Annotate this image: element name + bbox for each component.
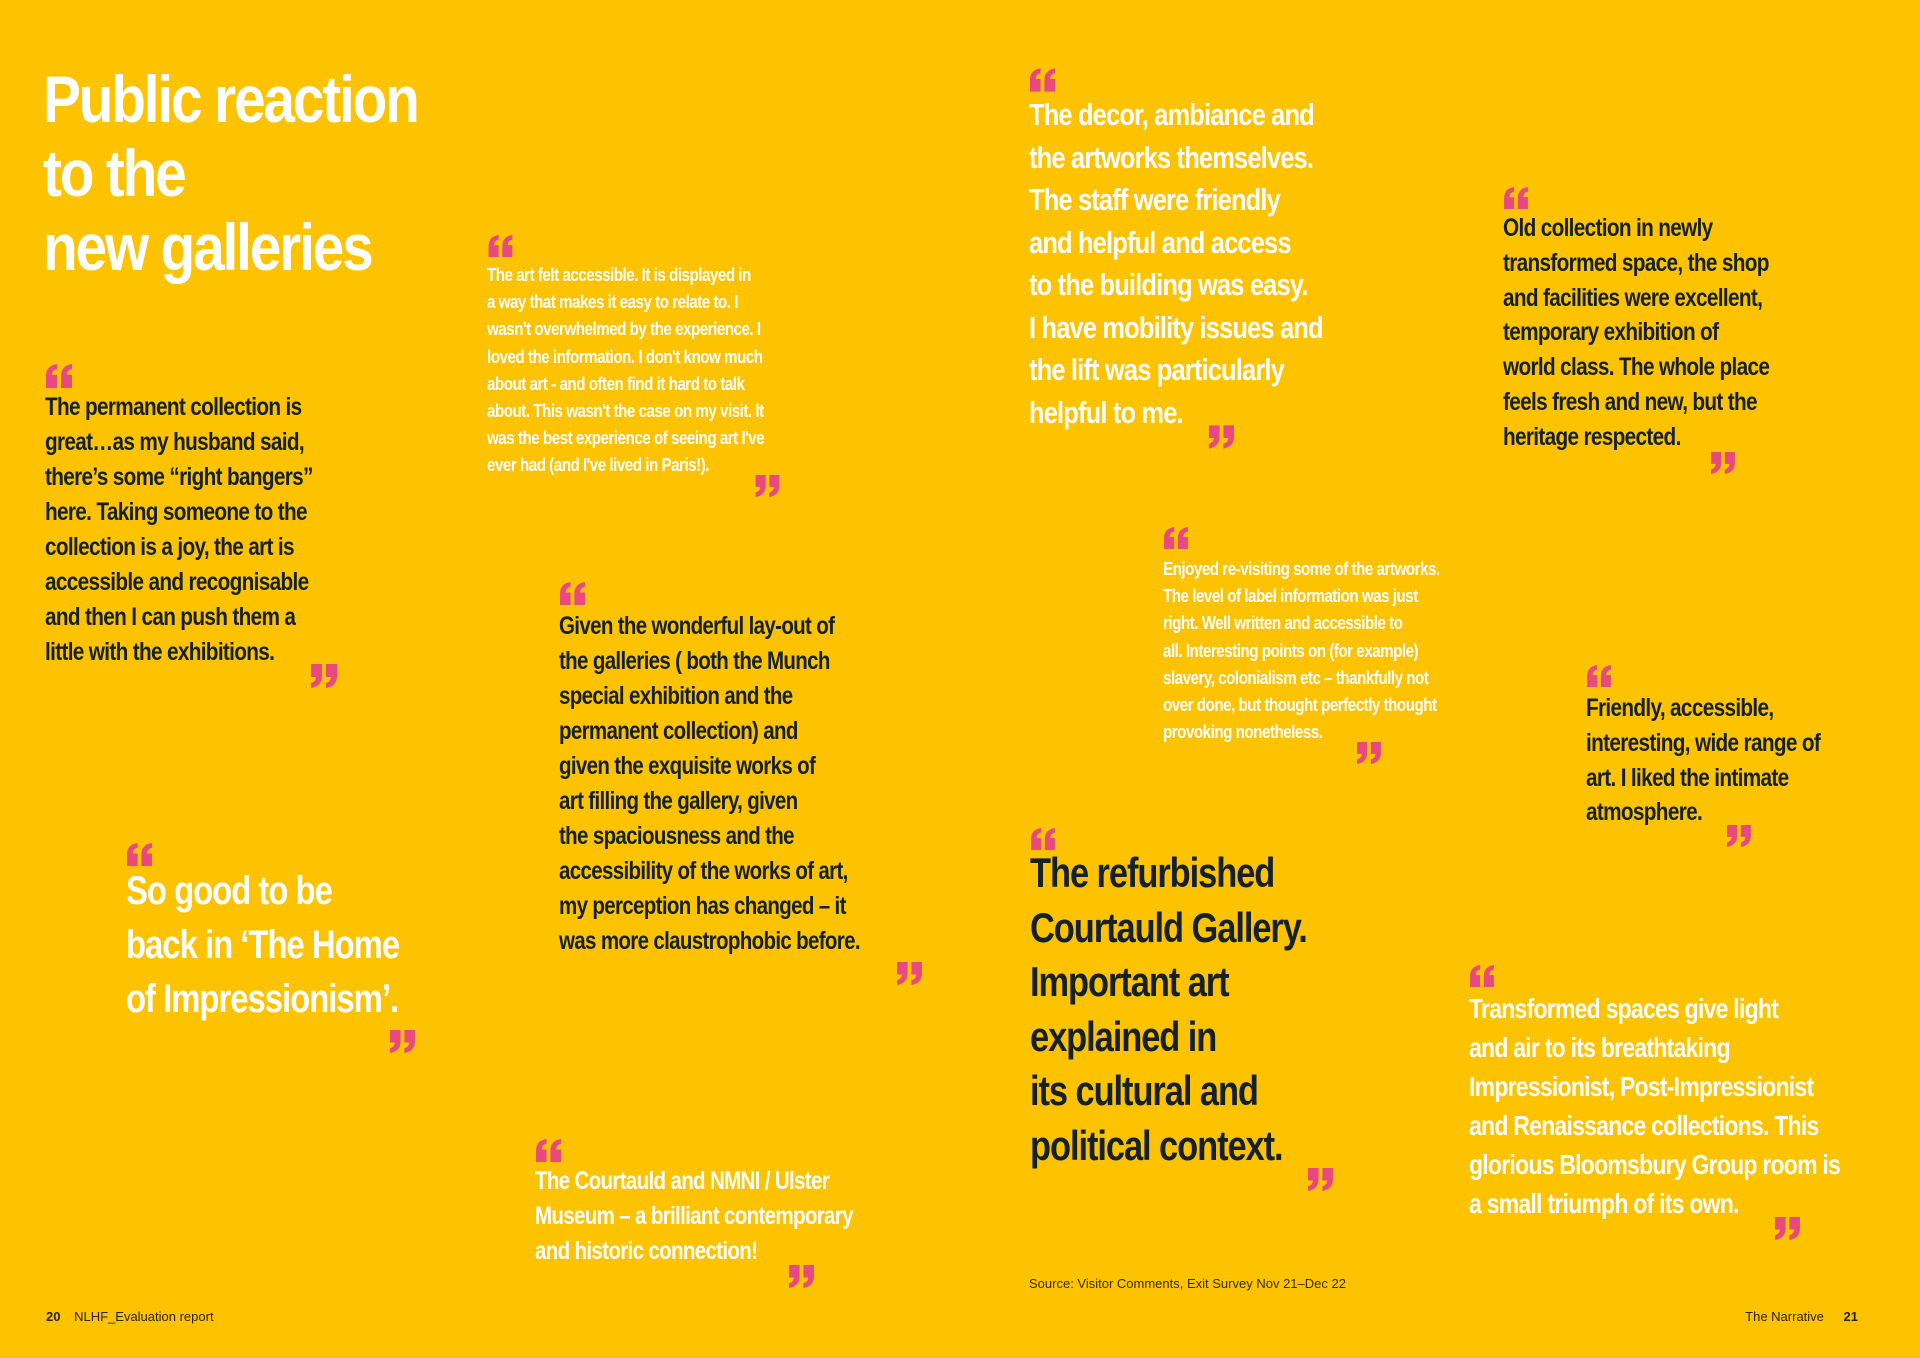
footer-right-label: The Narrative (1745, 1309, 1824, 1324)
open-quote-icon (487, 235, 827, 257)
close-quote-icon (788, 1265, 815, 1288)
quote-transformed-spaces (1469, 965, 1879, 1245)
page-number-right: 21 (1843, 1309, 1858, 1324)
page-number-left: 20 (46, 1309, 61, 1324)
open-quote-icon (1163, 527, 1503, 549)
quote-wonderful-layout (559, 582, 929, 992)
close-quote-icon (1208, 425, 1235, 449)
close-quote-icon (754, 475, 781, 497)
footer-right (1745, 1309, 1858, 1324)
page-title (43, 62, 418, 284)
quote-decor-ambiance (1029, 68, 1369, 458)
quote-re-visiting (1163, 527, 1503, 777)
quote-permanent-collection (45, 364, 365, 694)
quote-text: The art felt accessible. It is displayed in a way that makes it easy to relate to. I wasn't overwhelmed by the experience. I loved the information. I don't know much about art - and often find it hard to talk about. This wasn't the case on my visit. It was the best experience of seeing art I've ever had (and I've lived in Paris!). (487, 264, 765, 476)
quote-text: The Courtauld and NMNI / Ulster Museum – a brilliant contemporary and historic connection! (535, 1167, 853, 1265)
quote-text: Old collection in newly transformed space, the shop and facilities were excellent, temporary exhibition of world class. The whole place feels fresh and new, but the heritage respected. (1503, 214, 1770, 451)
close-quote-icon (1774, 1217, 1801, 1240)
quote-friendly-accessible (1586, 665, 1886, 855)
footer-left-label: NLHF_Evaluation report (74, 1309, 214, 1324)
open-quote-icon (1469, 965, 1879, 987)
close-quote-icon (310, 664, 338, 688)
page-title-line: Public reaction (43, 62, 418, 136)
open-quote-icon (559, 582, 929, 605)
page-title-line: to the (43, 136, 185, 210)
quote-text: Enjoyed re-visiting some of the artworks. The level of label information was just right. Well written and accessible to all. Interesting points on (for example) slavery, colonialism etc – thankfully not over done, but thought perfectly thought provoking nonetheless. (1163, 558, 1440, 743)
quote-text: The decor, ambiance and the artworks themselves. The staff were friendly and helpful and access to the building was easy. I have mobility issues and the lift was particularly helpful to me. (1029, 97, 1323, 430)
quote-refurbished-courtauld (1030, 828, 1370, 1198)
quote-nmni-ulster (535, 1139, 895, 1289)
quote-art-felt-accessible (487, 235, 827, 500)
close-quote-icon (1356, 742, 1382, 764)
quote-text: Given the wonderful lay-out of the galleries ( both the Munch special exhibition and the permanent collection) and given the exquisite works of art filling the gallery, given the spaciousness and the accessibility of the works of art, my perception has changed – it was more claustrophobic before. (559, 612, 860, 955)
close-quote-icon (1307, 1168, 1334, 1191)
close-quote-icon (389, 1030, 416, 1053)
open-quote-icon (1586, 665, 1886, 687)
close-quote-icon (896, 962, 923, 985)
close-quote-icon (1726, 825, 1752, 847)
quote-text: Transformed spaces give light and air to its breathtaking Impressionist, Post-Impressionist and Renaissance collections. This glorious Bloomsbury Group room is a small triumph of its own. (1469, 993, 1841, 1219)
quote-old-collection (1503, 187, 1823, 477)
footer-left (46, 1309, 214, 1324)
open-quote-icon (126, 843, 426, 866)
open-quote-icon (535, 1139, 895, 1162)
open-quote-icon (1029, 68, 1369, 92)
source-caption: Source: Visitor Comments, Exit Survey Nov 21–Dec 22 (1029, 1276, 1346, 1291)
open-quote-icon (1503, 187, 1823, 209)
quote-text: The refurbished Courtauld Gallery. Important art explained in its cultural and political context. (1030, 849, 1307, 1169)
close-quote-icon (1710, 452, 1736, 474)
quote-text: The permanent collection is great…as my husband said, there’s some “right bangers” here. Taking someone to the collection is a joy, the art is accessible and recognisable and then I can push them a little with the exhibitions. (45, 393, 313, 666)
page-title-line: new galleries (43, 210, 372, 284)
open-quote-icon (45, 364, 365, 388)
quote-text: Friendly, accessible, interesting, wide range of art. I liked the intimate atmosphere. (1586, 694, 1821, 827)
quote-text: So good to be back in ‘The Home of Impressionism’. (126, 869, 400, 1021)
quote-home-of-impressionism (126, 843, 426, 1063)
